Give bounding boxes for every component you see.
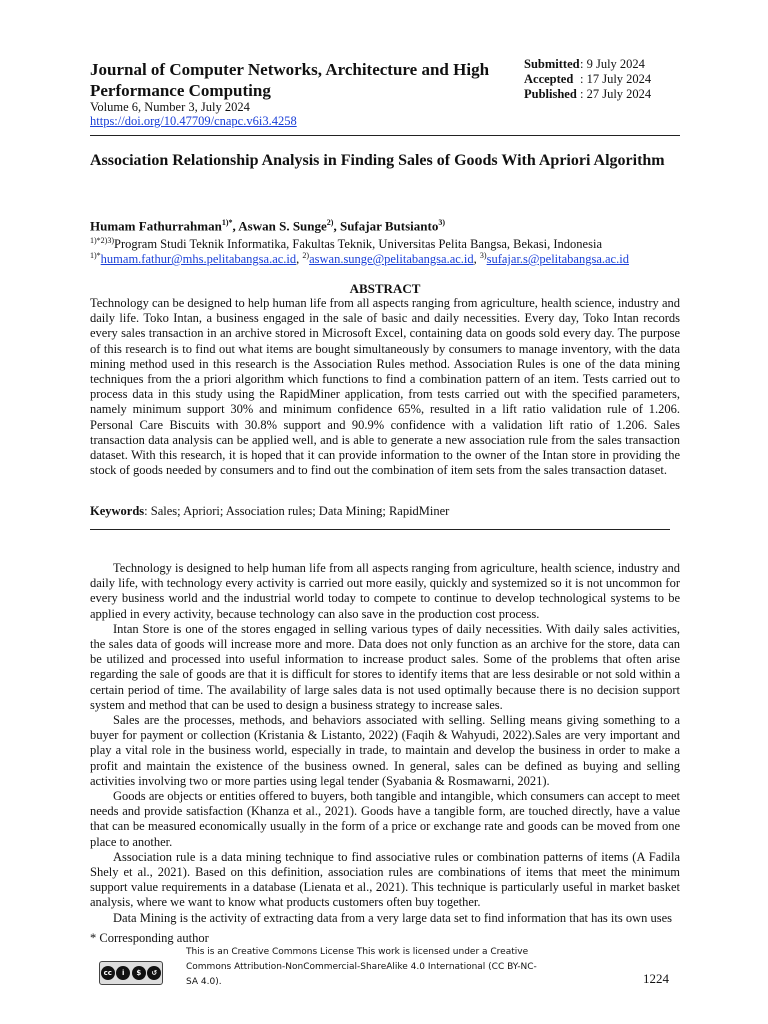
body-paragraph: Sales are the processes, methods, and behaviors associated with selling. Selling means giving something to a buyer for payment or collection (Kristania & Listanto, 2022) (Faqih & Wahyudi, 2022).Sales are very important and play a vital role in the business world, especially in trade, to maintain and develop the business in order to make a profit and maintain the existence of the business owned. In general, sales can be defined as buying and selling activities involving two or more parties using legal tender (Syabania & Rosmawarni, 2021).	[90, 713, 680, 788]
corresponding-author-note: * Corresponding author	[90, 931, 209, 945]
author-sup: 2)	[326, 218, 334, 227]
body-paragraph: Data Mining is the activity of extracting data from a very large data set to find information that has its own uses	[113, 910, 672, 925]
email-sup: 2)	[302, 251, 310, 260]
page-number: 1224	[643, 971, 669, 986]
date-label: Submitted	[524, 57, 580, 71]
author-name: Sufajar Butsianto	[339, 218, 439, 234]
affiliation-text: Program Studi Teknik Informatika, Fakultas Teknik, Universitas Pelita Bangsa, Bekasi, Indonesia	[114, 237, 602, 252]
date-value: : 17 July 2024	[580, 72, 652, 86]
date-value: : 9 July 2024	[580, 57, 645, 71]
journal-title: Journal of Computer Networks, Architecture and High Performance Computing	[90, 60, 490, 100]
cc-icon: cc	[101, 966, 115, 980]
body-paragraph: Association rule is a data mining technique to find associative rules or combination patterns of items (A Fadila Shely et al., 2021). Based on this definition, association rules are combinations of items that meet the minimum support value requirements in a database (Lienata et al., 2021). This technique is particularly useful in market basket analysis, where we want to know what products customers often buy together.	[90, 849, 680, 910]
published-row	[524, 87, 651, 102]
affiliation-sup: 1)*2)3)	[90, 236, 114, 245]
cc-license-icon[interactable]	[99, 961, 163, 985]
author-sup: 3)	[438, 218, 446, 227]
by-icon: i	[116, 966, 130, 980]
keywords	[90, 504, 449, 519]
body-text	[90, 561, 680, 926]
author-emails: $^{1)*}$humam.fathur@mhs.pelitabangsa.ac.id, $^{2)}$aswan.sunge@pelitabangsa.ac.id, $^{3)}$sufajar.s@pelitabangsa.ac.id	[90, 251, 629, 267]
email-link[interactable]: aswan.sunge@pelitabangsa.ac.id	[309, 252, 474, 267]
affiliation	[90, 236, 602, 252]
author-sup: 1)*	[221, 218, 233, 227]
email-sup: 1)*	[90, 251, 101, 260]
keywords-label: Keywords	[90, 504, 145, 518]
email-link[interactable]: humam.fathur@mhs.pelitabangsa.ac.id	[100, 252, 297, 267]
date-label: Accepted	[524, 72, 574, 86]
volume-info: Volume 6, Number 3, July 2024	[90, 100, 250, 114]
nc-icon: $	[132, 966, 146, 980]
body-paragraph: Goods are objects or entities offered to buyers, both tangible and intangible, which consumers can accept to meet needs and provide satisfaction (Khanza et al., 2021). Goods have a tangible form, are touched directly, have a value that can be measured economically usually in the form of a price or exchange rate and goods can be moved from one place to another.	[90, 789, 680, 849]
sa-icon: ↺	[147, 966, 161, 980]
author-name: Aswan S. Sunge	[238, 218, 327, 234]
doi-link[interactable]: https://doi.org/10.47709/cnapc.v6i3.4258	[90, 114, 297, 128]
abstract-divider	[90, 529, 670, 530]
body-paragraph: Intan Store is one of the stores engaged in selling various types of daily necessities. With daily sales activities, the sales data of goods will increase more and more. Data does not only function as an archive for the store, data can be utilized and processed into useful information to increase product sales. Some of the problems that often arise regarding the sale of goods are that it is difficult for stores to identify items that are less desirable or not sold within a certain period of time. The availability of large sales data is not used optimally because there is no decision support system and method that can be used to design a business strategy to increase sales.	[90, 621, 680, 712]
submission-dates	[524, 57, 651, 102]
date-value: : 27 July 2024	[580, 87, 652, 101]
submitted-row	[524, 57, 651, 72]
email-link[interactable]: sufajar.s@pelitabangsa.ac.id	[486, 252, 629, 267]
accepted-row	[524, 72, 651, 87]
abstract-text: Technology can be designed to help human life from all aspects ranging from agriculture, health science, industry and daily life. Toko Intan, a business engaged in the sale of basic and daily necessities. Every day, Toko Intan records every sales transaction in an archive stored in Microsoft Excel, containing data on goods sold every day. The purpose of this research is to find out what items are bought simultaneously by consumers to manage inventory, with the data mining method used in this research is the Association Rules method. Association Rules is one of the data mining techniques from the a priori algorithm which functions to find a combination pattern of an item. Tests carried out to process data in this study using the RapidMiner application, from tests carried out with the specified parameters, namely minimum support 30% and minimum confidence 65%, resulted in a lift ratio validation rule of 1.206. Personal Care Biscuits with 30.8% support and 90.9% confidence with a validation lift ratio of 1.206. Sales transaction data analysis can be applied well, and is able to generate a new association rule from the sales transaction dataset. With this research, it is hoped that it can provide information to the owner of the Intan store in providing the stock of goods needed by consumers and to find out the combination of item sets from the sales transaction dataset.	[90, 296, 680, 478]
email-sup: 3)	[479, 251, 487, 260]
body-paragraph: Technology is designed to help human life from all aspects ranging from agriculture, health science, industry and daily life, with technology every activity is carried out more easily, quickly and systemized so it is not uncommon for every business world and the industrial world today to compete to continue to develop technological systems to be applied in every activity, because technology can also save in the production cost process.	[90, 561, 680, 621]
abstract-heading: ABSTRACT	[349, 281, 421, 296]
paper-title: Association Relationship Analysis in Finding Sales of Goods With Apriori Algorithm	[90, 152, 665, 169]
header-divider	[90, 135, 680, 136]
license-text: This is an Creative Commons License This work is licensed under a Creative Commons Attribution-NonCommercial-ShareAlike 4.0 International (CC BY-NC-SA 4.0).	[186, 947, 537, 987]
keywords-list: : Sales; Apriori; Association rules; Data Mining; RapidMiner	[144, 504, 450, 518]
author-list: Humam Fathurrahman$^{1)*}$, Aswan S. Sunge$^{2)}$, Sufajar Butsianto$^{3)}$	[90, 218, 446, 234]
date-label: Published	[524, 87, 577, 101]
author-name: Humam Fathurrahman	[90, 218, 222, 234]
